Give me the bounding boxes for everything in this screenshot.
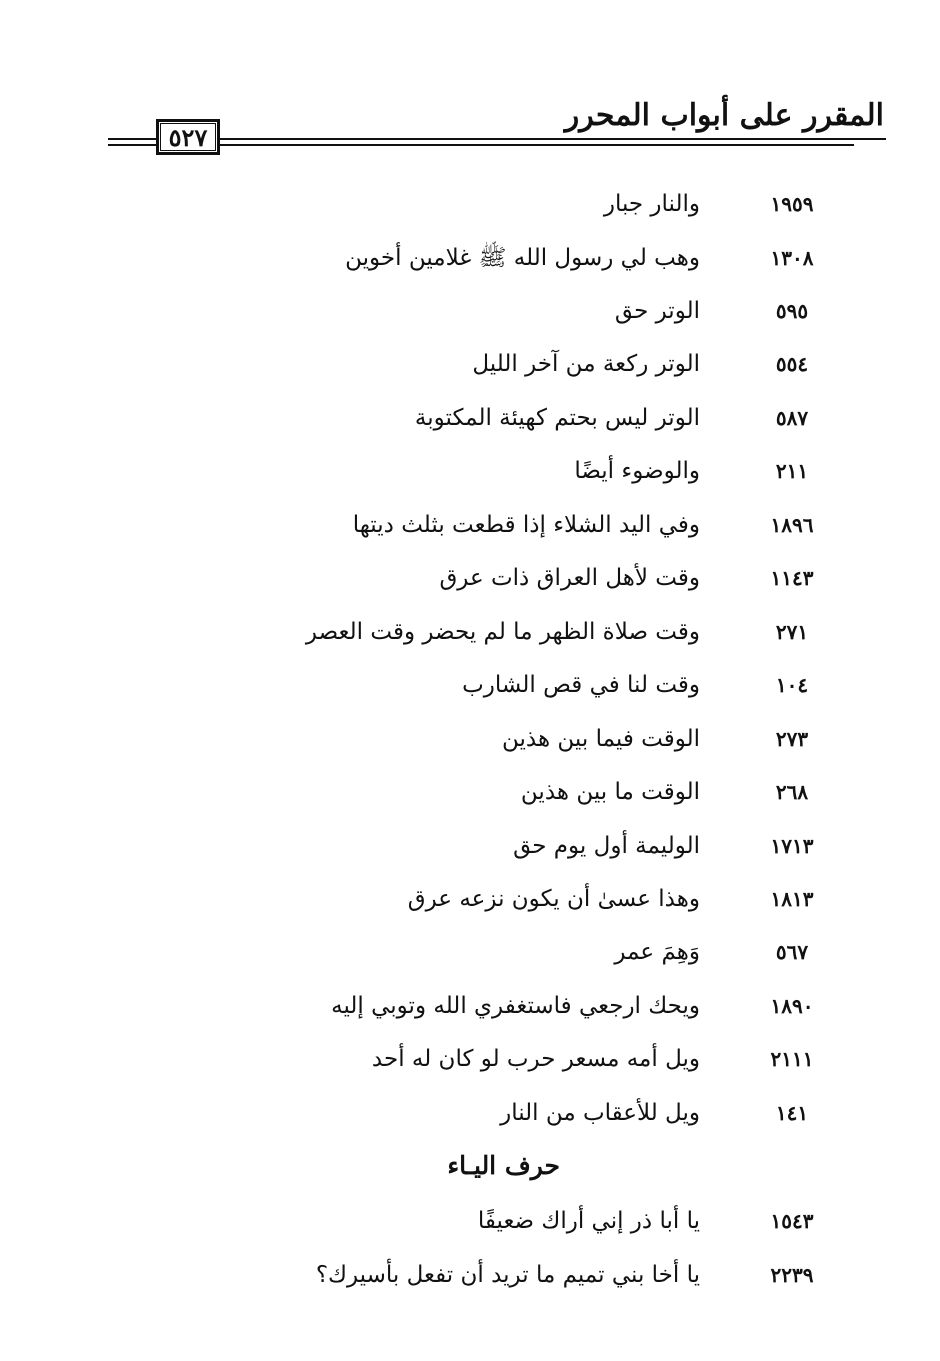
entry-text: وقت لأهل العراق ذات عرق	[439, 565, 700, 591]
section-heading-row	[0, 1146, 940, 1186]
entry-number: ٥٦٧	[775, 940, 809, 964]
entry-number: ٥٨٧	[775, 406, 809, 430]
entry-number: ٢٧١	[775, 620, 809, 644]
list-item	[0, 558, 940, 598]
list-item	[0, 1255, 940, 1295]
entry-text: الوقت ما بين هذين	[520, 779, 700, 805]
list-item	[0, 184, 940, 224]
list-item	[0, 826, 940, 866]
entry-number: ١٨٩٠	[770, 994, 814, 1018]
list-item	[0, 398, 940, 438]
list-item	[0, 1201, 940, 1241]
entry-text: والوضوء أيضًا	[574, 458, 700, 484]
entry-text: الوقت فيما بين هذين	[502, 726, 700, 752]
page-number: ٥٢٧	[168, 122, 208, 152]
entry-text: وهذا عسىٰ أن يكون نزعه عرق	[407, 886, 700, 912]
entry-text: ويل للأعقاب من النار	[500, 1100, 700, 1126]
page-number-inner-frame	[160, 123, 216, 151]
list-item	[0, 986, 940, 1026]
entry-text: يا أخا بني تميم ما تريد أن تفعل بأسيرك؟	[315, 1262, 700, 1288]
entry-number: ١٧١٣	[770, 834, 814, 858]
list-item	[0, 612, 940, 652]
entry-text: ويل أمه مسعر حرب لو كان له أحد	[371, 1046, 700, 1072]
entry-text: وهب لي رسول الله ﷺ غلامين أخوين	[345, 245, 700, 271]
entry-text: ويحك ارجعي فاستغفري الله وتوبي إليه	[331, 993, 700, 1019]
entry-number: ١١٤٣	[770, 566, 814, 590]
list-item	[0, 932, 940, 972]
list-item	[0, 1039, 940, 1079]
entry-text: وفي اليد الشلاء إذا قطعت بثلث ديتها	[352, 512, 700, 538]
list-item	[0, 238, 940, 278]
entry-text: وقت لنا في قص الشارب	[462, 672, 700, 698]
list-item	[0, 665, 940, 705]
entry-text: وقت صلاة الظهر ما لم يحضر وقت العصر	[305, 619, 700, 645]
list-item	[0, 879, 940, 919]
entry-number: ٥٥٤	[775, 352, 809, 376]
entry-text: يا أبا ذر إني أراك ضعيفًا	[477, 1208, 700, 1234]
entry-text: والنار جبار	[603, 191, 700, 217]
entry-number: ١٠٤	[775, 673, 809, 697]
section-heading: حرف اليـاء	[447, 1151, 560, 1180]
entry-number: ١٣٠٨	[770, 246, 814, 270]
entry-number: ١٨١٣	[770, 887, 814, 911]
list-item	[0, 505, 940, 545]
list-item	[0, 719, 940, 759]
header-rule-top	[108, 138, 886, 140]
entry-number: ١٩٥٩	[770, 192, 814, 216]
list-item	[0, 451, 940, 491]
entry-number: ٢٦٨	[775, 780, 809, 804]
entry-text: الوليمة أول يوم حق	[513, 833, 700, 859]
entry-text: الوتر حق	[614, 298, 700, 324]
entry-number: ١٤١	[775, 1101, 809, 1125]
entry-text: الوتر ركعة من آخر الليل	[472, 351, 700, 377]
list-item	[0, 291, 940, 331]
entry-text: الوتر ليس بحتم كهيئة المكتوبة	[414, 405, 700, 431]
entry-number: ٢٢٣٩	[770, 1263, 814, 1287]
list-item	[0, 772, 940, 812]
entry-number: ٥٩٥	[775, 299, 809, 323]
entry-number: ٢٧٣	[775, 727, 809, 751]
entry-number: ١٨٩٦	[770, 513, 814, 537]
running-header-title: المقرر على أبواب المحرر	[564, 98, 884, 133]
list-item	[0, 1093, 940, 1133]
entry-number: ٢١١	[775, 459, 809, 483]
entry-number: ٢١١١	[770, 1047, 814, 1071]
entry-number: ١٥٤٣	[770, 1209, 814, 1233]
entry-text: وَهِمَ عمر	[614, 939, 700, 965]
list-item	[0, 344, 940, 384]
